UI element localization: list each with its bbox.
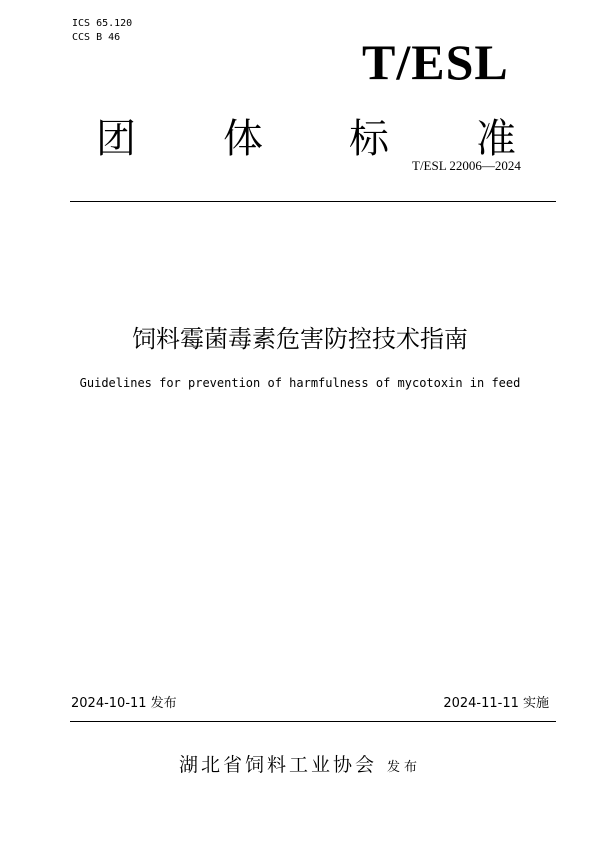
document-title-english: Guidelines for prevention of harmfulness of mycotoxin in feed <box>79 376 521 390</box>
standard-logo: T/ESL <box>362 34 509 90</box>
issuer-line <box>0 752 600 781</box>
ics-code: ICS 65.120 <box>72 18 133 29</box>
top-divider <box>70 201 556 202</box>
publish-date: 2024-10-11 发布 <box>71 696 177 711</box>
document-title-chinese: 饲料霉菌毒素危害防控技术指南 <box>132 325 468 353</box>
bottom-divider <box>70 721 556 722</box>
standard-number: T/ESL 22006—2024 <box>412 158 521 173</box>
ccs-code: CCS B 46 <box>72 32 121 43</box>
effective-date: 2024-11-11 实施 <box>443 696 549 711</box>
category-char-1: 团 <box>96 116 136 162</box>
issuer-name: 湖北省饲料工业协会 <box>178 754 377 776</box>
category-char-4: 准 <box>476 116 516 162</box>
category-char-3: 标 <box>349 116 389 162</box>
issuer-suffix: 发布 <box>387 760 422 775</box>
category-char-2: 体 <box>223 116 263 162</box>
